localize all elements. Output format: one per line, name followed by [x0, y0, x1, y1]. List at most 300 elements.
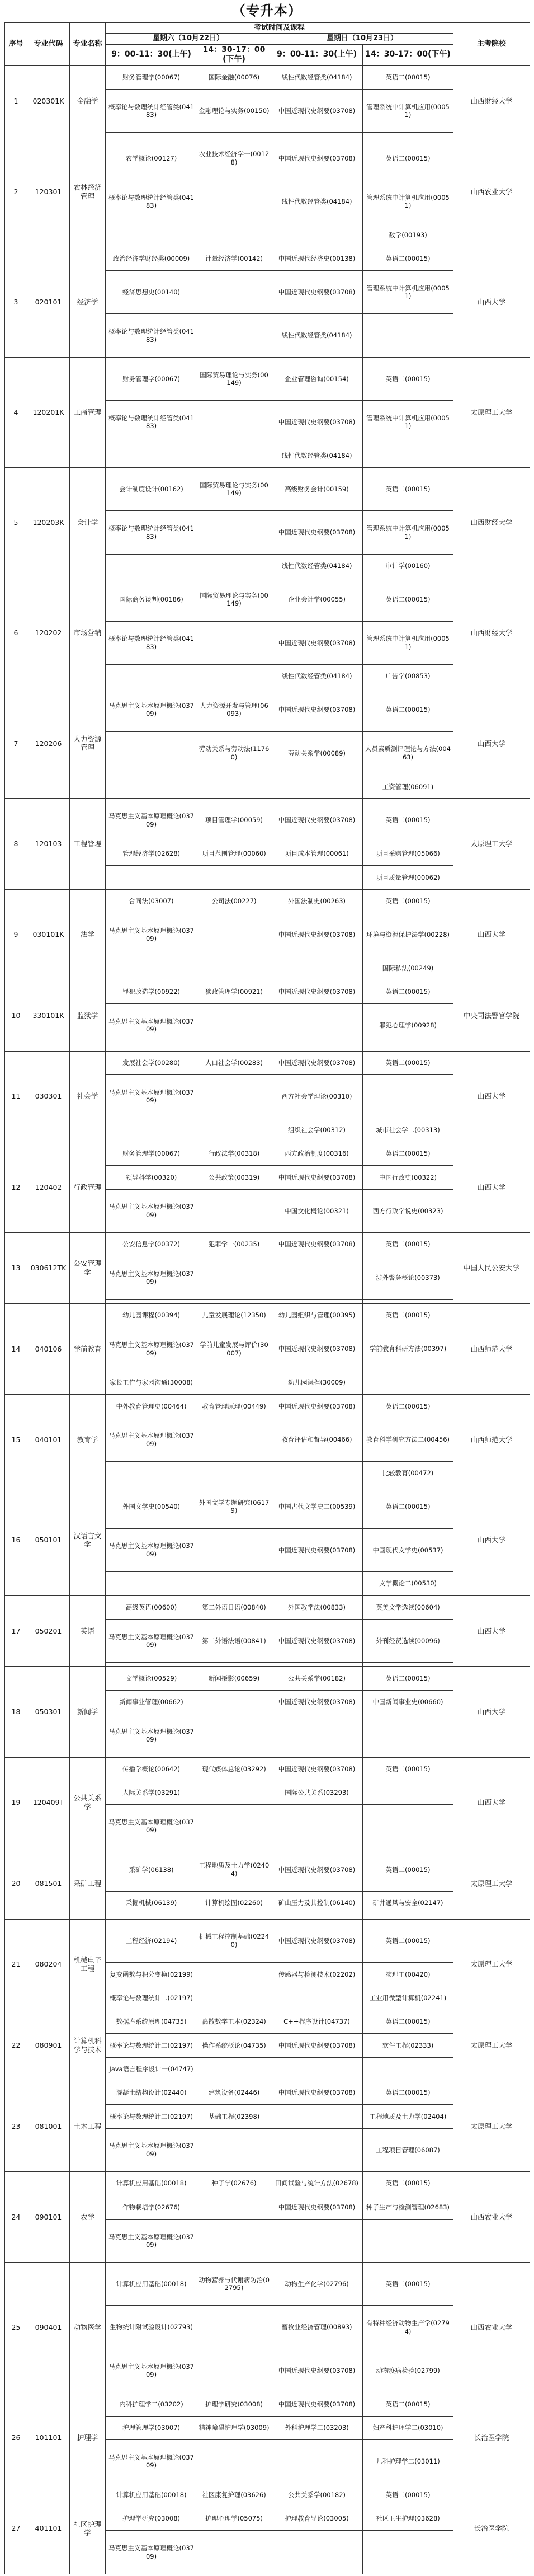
major-name: 人力资源管理 — [70, 688, 106, 799]
exam-schedule-table — [4, 22, 530, 2574]
major-school: 山西大学 — [453, 1142, 530, 1232]
course-cell — [106, 1663, 197, 1667]
course-cell: 中国近现代史纲要(03708) — [271, 1395, 363, 1418]
course-cell — [197, 775, 271, 799]
course-cell — [197, 1299, 271, 1303]
course-cell: 马克思主义基本原理概论(03709) — [106, 1528, 197, 1571]
course-cell: 中国近现代史纲要(03708) — [271, 1757, 363, 1781]
major-name: 市场营销 — [70, 578, 106, 688]
major-name: 机械电子工程 — [70, 1919, 106, 2010]
major-name: 公安管理学 — [70, 1232, 106, 1303]
table-row — [5, 1848, 530, 1891]
table-row — [5, 2010, 530, 2033]
course-cell: 犯罪学一(00235) — [197, 1232, 271, 1256]
course-cell: 基础工程(02398) — [197, 2105, 271, 2128]
major-school: 太原理工大学 — [453, 357, 530, 467]
course-cell: 英语二(00015) — [363, 1232, 453, 1256]
major-name: 采矿工程 — [70, 1848, 106, 1919]
course-cell: 英语二(00015) — [363, 1485, 453, 1528]
course-cell: 教育管理原理(00449) — [197, 1395, 271, 1418]
course-cell: 妇产科护理学二(03010) — [363, 2416, 453, 2439]
course-cell — [363, 1371, 453, 1394]
course-cell: 财务管理学(00067) — [106, 65, 197, 89]
course-cell — [197, 2306, 271, 2349]
course-cell — [197, 1371, 271, 1394]
major-name: 社会学 — [70, 1051, 106, 1142]
course-cell: Java语言程序设计一(04747) — [106, 2057, 197, 2081]
course-cell: 精神障碍护理学(03009) — [197, 2416, 271, 2439]
course-cell: 中国文化概论(00321) — [271, 1189, 363, 1232]
course-cell: 中国近现代史纲要(03708) — [271, 1528, 363, 1571]
course-cell — [197, 1963, 271, 1986]
course-cell: 英语二(00015) — [363, 2081, 453, 2104]
course-cell: 马克思主义基本原理概论(03709) — [106, 2439, 197, 2483]
major-school: 山西财经大学 — [453, 65, 530, 137]
course-cell — [197, 2195, 271, 2219]
course-cell: 生物统计附试验设计(02793) — [106, 2306, 197, 2349]
course-cell: 线性代数经管类(04184) — [271, 444, 363, 467]
course-cell: 管理系统中计算机应用(00051) — [363, 271, 453, 314]
course-cell — [271, 1805, 363, 1848]
major-code: 030612TK — [27, 1232, 70, 1303]
course-cell — [106, 444, 197, 467]
course-cell: 英语二(00015) — [363, 1919, 453, 1962]
course-cell — [271, 866, 363, 889]
course-cell: 社区康复护理(03626) — [197, 2483, 271, 2507]
table-row — [5, 467, 530, 510]
course-cell: 中国近现代史纲要(03708) — [271, 1919, 363, 1962]
major-school: 太原理工大学 — [453, 2081, 530, 2171]
course-cell — [271, 1256, 363, 1299]
course-cell: 幼儿园课程(30009) — [271, 1371, 363, 1394]
table-row — [5, 688, 530, 731]
major-school: 太原理工大学 — [453, 1919, 530, 2010]
course-cell: 英语二(00015) — [363, 1142, 453, 1165]
course-cell: 线性代数经管类(04184) — [271, 65, 363, 89]
course-cell — [106, 1118, 197, 1142]
table-row — [5, 137, 530, 180]
course-cell: 马克思主义基本原理概论(03709) — [106, 799, 197, 842]
major-name: 教育学 — [70, 1395, 106, 1485]
table-row — [5, 1395, 530, 1418]
course-cell: 概率论与数理统计二(02197) — [106, 2105, 197, 2128]
major-name: 经济学 — [70, 247, 106, 357]
course-cell: 外科护理学二(03203) — [271, 2416, 363, 2439]
course-cell: 概率论与数理统计经管类(04183) — [106, 314, 197, 357]
major-seq: 3 — [5, 247, 27, 357]
course-cell — [197, 2349, 271, 2392]
table-row — [5, 1303, 530, 1327]
course-cell — [197, 2128, 271, 2171]
course-cell — [197, 1915, 271, 1919]
table-row — [5, 2483, 530, 2507]
course-cell — [271, 1299, 363, 1303]
major-school: 山西农业大学 — [453, 2263, 530, 2392]
course-cell — [197, 2439, 271, 2483]
major-seq: 26 — [5, 2392, 27, 2483]
header-code: 专业代码 — [27, 23, 70, 66]
course-cell: 幼儿园组织与管理(00395) — [271, 1303, 363, 1327]
major-seq: 4 — [5, 357, 27, 467]
course-cell: 发展社会学(00280) — [106, 1051, 197, 1074]
course-cell: 数据库系统原理(04735) — [106, 2010, 197, 2033]
course-cell — [271, 1663, 363, 1667]
major-code: 120203K — [27, 467, 70, 578]
course-cell: 马克思主义基本原理概论(03709) — [106, 1714, 197, 1757]
course-cell: 广告学(00853) — [363, 664, 453, 688]
course-cell — [197, 1418, 271, 1461]
major-code: 120206 — [27, 688, 70, 799]
major-seq: 8 — [5, 799, 27, 889]
course-cell — [197, 1075, 271, 1118]
table-row — [5, 1667, 530, 1690]
table-row — [5, 1232, 530, 1256]
course-cell: 护理学研究(03008) — [106, 2507, 197, 2530]
course-cell: 学前儿童发展与评价(30007) — [197, 1327, 271, 1371]
major-name: 农学 — [70, 2171, 106, 2262]
major-seq: 27 — [5, 2483, 27, 2574]
major-school: 山西财经大学 — [453, 578, 530, 688]
course-cell — [197, 401, 271, 444]
course-cell: 马克思主义基本原理概论(03709) — [106, 1327, 197, 1371]
course-cell: 种子学(02676) — [197, 2171, 271, 2195]
course-cell: 项目质量管理(00062) — [363, 866, 453, 889]
course-cell: 传播学概论(00642) — [106, 1757, 197, 1781]
course-cell: 儿童发展理论(12350) — [197, 1303, 271, 1327]
course-cell — [271, 1986, 363, 2010]
major-name: 工商管理 — [70, 357, 106, 467]
course-cell: C++程序设计(04737) — [271, 2010, 363, 2033]
course-cell: 复变函数与积分变换(02199) — [106, 1963, 197, 1986]
course-cell: 计量经济学(00142) — [197, 247, 271, 270]
major-name: 工程管理 — [70, 799, 106, 889]
major-seq: 10 — [5, 980, 27, 1051]
major-school: 山西师范大学 — [453, 1395, 530, 1485]
course-cell — [197, 444, 271, 467]
major-name: 学前教育 — [70, 1303, 106, 1394]
major-seq: 22 — [5, 2010, 27, 2081]
course-cell: 传感器与检测技术(02202) — [271, 1963, 363, 1986]
course-cell — [197, 1189, 271, 1232]
course-cell: 护理学研究(03008) — [197, 2392, 271, 2416]
major-name: 新闻学 — [70, 1667, 106, 1757]
course-cell — [271, 2105, 363, 2128]
course-cell: 马克思主义基本原理概论(03709) — [106, 1256, 197, 1299]
course-cell: 中国近现代史纲要(03708) — [271, 2392, 363, 2416]
course-cell — [197, 1461, 271, 1485]
course-cell: 项目范围管理(00060) — [197, 842, 271, 865]
course-cell — [363, 1714, 453, 1757]
course-cell: 公共政策(00319) — [197, 1166, 271, 1189]
course-cell — [106, 554, 197, 578]
course-cell: 中国近现代史纲要(03708) — [271, 1690, 363, 1714]
course-cell: 儿科护理学二(03011) — [363, 2439, 453, 2483]
header-saturday: 星期六（10月22日） — [106, 34, 271, 44]
course-cell — [363, 1781, 453, 1804]
course-cell: 政治经济学财经类(00009) — [106, 247, 197, 270]
header-school: 主考院校 — [453, 23, 530, 66]
course-cell: 学前教育科研方法(00397) — [363, 1327, 453, 1371]
course-cell: 西方政治制度(00316) — [271, 1142, 363, 1165]
course-cell: 外国文学专题研究(06179) — [197, 1485, 271, 1528]
table-row — [5, 578, 530, 621]
major-code: 081501 — [27, 1848, 70, 1919]
course-cell: 国际贸易理论与实务(00149) — [197, 467, 271, 510]
course-cell: 英语二(00015) — [363, 1395, 453, 1418]
course-cell: 中国近现代史纲要(03708) — [271, 1232, 363, 1256]
course-cell: 概率论与数理统计经管类(04183) — [106, 180, 197, 223]
header-schedule: 考试时间及课程 — [106, 23, 453, 34]
course-cell — [106, 1299, 197, 1303]
major-seq: 19 — [5, 1757, 27, 1848]
major-seq: 7 — [5, 688, 27, 799]
course-cell: 概率论与数理统计经管类(04183) — [106, 511, 197, 554]
course-cell: 新闻事业管理(00662) — [106, 1690, 197, 1714]
course-cell: 中国行政史(00322) — [363, 1166, 453, 1189]
course-cell: 企业会计学(00055) — [271, 578, 363, 621]
major-code: 120103 — [27, 799, 70, 889]
course-cell: 数学(00193) — [363, 223, 453, 247]
major-name: 法学 — [70, 889, 106, 980]
course-cell — [197, 2531, 271, 2574]
course-cell: 种子生产与检测管理(02683) — [363, 2195, 453, 2219]
course-cell: 中外教育管理史(00464) — [106, 1395, 197, 1418]
course-cell: 概率论与数理统计经管类(04183) — [106, 401, 197, 444]
course-cell: 计算机应用基础(00018) — [106, 2171, 197, 2195]
major-seq: 21 — [5, 1919, 27, 2010]
course-cell: 管理系统中计算机应用(00051) — [363, 401, 453, 444]
major-seq: 15 — [5, 1395, 27, 1485]
course-cell: 中国近现代史纲要(03708) — [271, 913, 363, 956]
course-cell: 英语二(00015) — [363, 2171, 453, 2195]
major-seq: 20 — [5, 1848, 27, 1919]
course-cell: 英语二(00015) — [363, 2483, 453, 2507]
major-seq: 9 — [5, 889, 27, 980]
course-cell — [197, 1118, 271, 1142]
course-cell: 护理心理学(05075) — [197, 2507, 271, 2530]
course-cell — [271, 1003, 363, 1047]
major-school: 山西师范大学 — [453, 1303, 530, 1394]
course-cell: 英语二(00015) — [363, 1051, 453, 1074]
course-cell: 计算机绘图(02260) — [197, 1892, 271, 1915]
course-cell: 公司法(00227) — [197, 889, 271, 913]
table-row — [5, 1757, 530, 1781]
major-code: 050301 — [27, 1667, 70, 1757]
header-sun-am: 9：00-11：30(上午) — [271, 44, 363, 65]
major-code: 120201K — [27, 357, 70, 467]
table-row — [5, 799, 530, 842]
course-cell: 马克思主义基本原理概论(03709) — [106, 2349, 197, 2392]
course-cell: 计算机应用基础(00018) — [106, 2263, 197, 2306]
course-cell: 第二外语日语(00840) — [197, 1596, 271, 1619]
major-school: 山西大学 — [453, 1051, 530, 1142]
major-school: 中央司法警官学院 — [453, 980, 530, 1051]
table-row — [5, 2263, 530, 2306]
major-code: 030301 — [27, 1051, 70, 1142]
course-cell — [363, 1805, 453, 1848]
table-row — [5, 1596, 530, 1619]
course-cell: 经济思想史(00140) — [106, 271, 197, 314]
course-cell: 中国近现代史纲要(03708) — [271, 2349, 363, 2392]
course-cell — [197, 913, 271, 956]
course-cell — [363, 444, 453, 467]
major-school: 太原理工大学 — [453, 2010, 530, 2081]
course-cell: 英语二(00015) — [363, 980, 453, 1003]
course-cell — [271, 1714, 363, 1757]
course-cell — [106, 664, 197, 688]
course-cell: 管理系统中计算机应用(00051) — [363, 511, 453, 554]
course-cell: 英语二(00015) — [363, 1848, 453, 1891]
course-cell: 金融理论与实务(00150) — [197, 89, 271, 132]
course-cell: 计算机应用基础(00018) — [106, 2483, 197, 2507]
major-name: 监狱学 — [70, 980, 106, 1051]
course-cell: 审计学(00160) — [363, 554, 453, 578]
course-cell: 家长工作与家园沟通(30008) — [106, 1371, 197, 1394]
course-cell: 外刊经贸选读(00096) — [363, 1619, 453, 1662]
table-row — [5, 247, 530, 270]
course-cell — [197, 1714, 271, 1757]
header-name: 专业名称 — [70, 23, 106, 66]
major-seq: 17 — [5, 1596, 27, 1667]
major-school: 山西大学 — [453, 1757, 530, 1848]
course-cell: 畜牧业经济管理(00893) — [271, 2306, 363, 2349]
course-cell: 软件工程(02333) — [363, 2034, 453, 2057]
course-cell: 工程经济(02194) — [106, 1919, 197, 1962]
major-school: 山西大学 — [453, 1667, 530, 1757]
course-cell — [197, 1047, 271, 1051]
major-code: 120402 — [27, 1142, 70, 1232]
major-name: 计算机科学与技术 — [70, 2010, 106, 2081]
course-cell: 中国近现代史纲要(03708) — [271, 511, 363, 554]
course-cell: 英语二(00015) — [363, 1757, 453, 1781]
course-cell: 项目成本管理(00061) — [271, 842, 363, 865]
course-cell — [197, 1805, 271, 1848]
course-cell: 劳动关系学(00089) — [271, 731, 363, 775]
table-row — [5, 2171, 530, 2195]
course-cell — [106, 1915, 197, 1919]
course-cell — [197, 223, 271, 247]
course-cell: 中国近现代史纲要(03708) — [271, 688, 363, 731]
course-cell: 中国近现代史纲要(03708) — [271, 2034, 363, 2057]
course-cell — [271, 133, 363, 137]
course-cell — [271, 2057, 363, 2081]
course-cell: 马克思主义基本原理概论(03709) — [106, 2128, 197, 2171]
course-cell: 中国新闻事业史(00660) — [363, 1690, 453, 1714]
major-seq: 5 — [5, 467, 27, 578]
course-cell: 英语二(00015) — [363, 65, 453, 89]
course-cell: 中国近现代史纲要(03708) — [271, 980, 363, 1003]
course-cell: 机械工程控制基础(02240) — [197, 1919, 271, 1962]
course-cell — [271, 223, 363, 247]
course-cell — [271, 1571, 363, 1595]
course-cell: 新闻摄影(00659) — [197, 1667, 271, 1690]
course-cell: 概率论与数理统计经管类(04183) — [106, 621, 197, 664]
course-cell: 中国近现代史纲要(03708) — [271, 89, 363, 132]
course-cell — [363, 2531, 453, 2574]
course-cell — [271, 2219, 363, 2262]
course-cell: 物理工(00420) — [363, 1963, 453, 1986]
course-cell: 公安信息学(00372) — [106, 1232, 197, 1256]
course-cell: 高级财务会计(00159) — [271, 467, 363, 510]
major-school: 山西大学 — [453, 247, 530, 357]
course-cell: 英语二(00015) — [363, 2263, 453, 2306]
course-cell: 英语二(00015) — [363, 1667, 453, 1690]
major-school: 山西财经大学 — [453, 467, 530, 578]
course-cell: 马克思主义基本原理概论(03709) — [106, 2531, 197, 2574]
course-cell — [363, 2219, 453, 2262]
course-cell — [106, 956, 197, 980]
course-cell — [197, 271, 271, 314]
major-school: 长治医学院 — [453, 2392, 530, 2483]
schedule-body — [5, 65, 530, 2574]
course-cell: 英语二(00015) — [363, 2392, 453, 2416]
course-cell: 英语二(00015) — [363, 2010, 453, 2033]
course-cell: 工程项目管理(06087) — [363, 2128, 453, 2171]
major-code: 050101 — [27, 1485, 70, 1596]
course-cell — [271, 1915, 363, 1919]
course-cell: 管理系统中计算机应用(00051) — [363, 180, 453, 223]
course-cell — [197, 956, 271, 980]
course-cell: 组织社会学(00312) — [271, 1118, 363, 1142]
course-cell: 西方社会学理论(00310) — [271, 1075, 363, 1118]
major-seq: 24 — [5, 2171, 27, 2262]
table-row — [5, 980, 530, 1003]
course-cell: 第二外语法语(00841) — [197, 1619, 271, 1662]
header-seq: 序号 — [5, 23, 27, 66]
header-sat-am: 9：00-11：30(上午) — [106, 44, 197, 65]
course-cell — [197, 1781, 271, 1804]
major-seq: 6 — [5, 578, 27, 688]
major-school: 山西大学 — [453, 889, 530, 980]
course-cell: 领导科学(00320) — [106, 1166, 197, 1189]
major-code: 050201 — [27, 1596, 70, 1667]
course-cell — [197, 1571, 271, 1595]
major-code: 120202 — [27, 578, 70, 688]
course-cell: 国际贸易理论与实务(00149) — [197, 578, 271, 621]
course-cell: 外国教学法(00833) — [271, 1596, 363, 1619]
course-cell — [106, 133, 197, 137]
course-cell: 涉外警务概论(00373) — [363, 1256, 453, 1299]
course-cell: 马克思主义基本原理概论(03709) — [106, 913, 197, 956]
course-cell: 罪犯改造学(00922) — [106, 980, 197, 1003]
course-cell — [363, 2057, 453, 2081]
major-code: 040101 — [27, 1395, 70, 1485]
course-cell — [271, 2439, 363, 2483]
course-cell: 马克思主义基本原理概论(03709) — [106, 1003, 197, 1047]
major-seq: 2 — [5, 137, 27, 247]
course-cell: 线性代数经管类(04184) — [271, 314, 363, 357]
major-code: 090101 — [27, 2171, 70, 2262]
course-cell — [197, 314, 271, 357]
course-cell: 中国现代文学史(00537) — [363, 1528, 453, 1571]
course-cell: 操作系统概论(04735) — [197, 2034, 271, 2057]
major-school: 山西大学 — [453, 1485, 530, 1596]
major-seq: 25 — [5, 2263, 27, 2392]
course-cell — [363, 1915, 453, 1919]
course-cell: 国际商务谈判(00186) — [106, 578, 197, 621]
course-cell: 外国法制史(00263) — [271, 889, 363, 913]
course-cell: 幼儿园课程(00394) — [106, 1303, 197, 1327]
course-cell: 中国近现代经济史(00138) — [271, 247, 363, 270]
major-code: 020101 — [27, 247, 70, 357]
course-cell — [271, 1461, 363, 1485]
course-cell — [106, 775, 197, 799]
table-row — [5, 2392, 530, 2416]
course-cell: 护理管理学(03007) — [106, 2416, 197, 2439]
course-cell: 概率论与数理统计二(02197) — [106, 1986, 197, 2010]
course-cell: 公共关系学(00182) — [271, 2483, 363, 2507]
course-cell: 人力资源开发与管理(06093) — [197, 688, 271, 731]
